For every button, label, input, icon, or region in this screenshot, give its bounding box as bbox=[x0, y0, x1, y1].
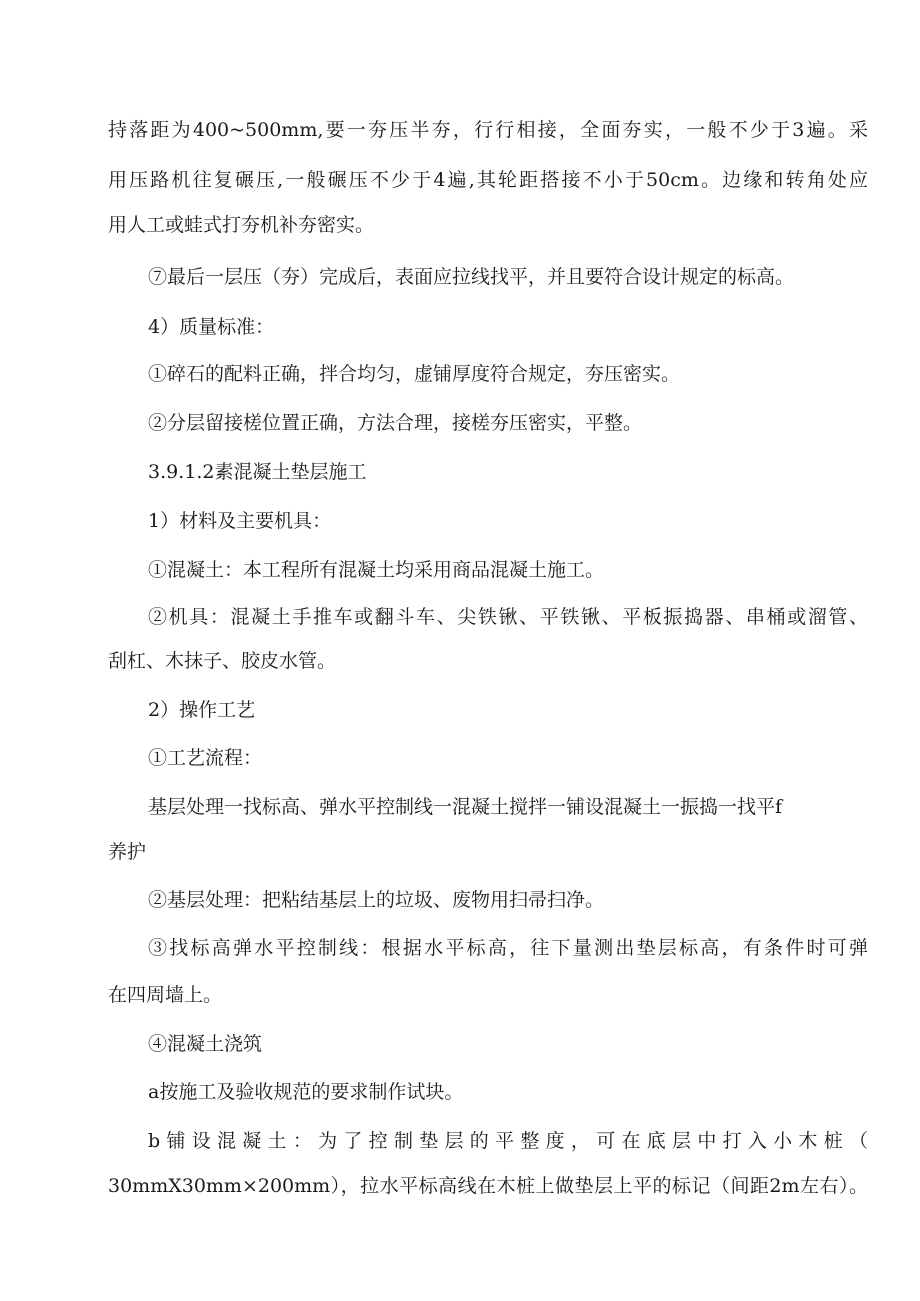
paragraph-line: ①碎石的配料正确，拌合均匀，虚铺厚度符合规定，夯压密实。 bbox=[148, 363, 681, 385]
section-heading: ④混凝土浇筑 bbox=[148, 1033, 263, 1055]
paragraph-line: 基层处理一找标高、弹水平控制线一混凝土搅拌一铺设混凝土一振捣一找平f bbox=[148, 796, 783, 818]
paragraph-line: 刮杠、木抹子、胶皮水管。 bbox=[108, 650, 337, 672]
paragraph-line: ③找标高弹水平控制线：根据水平标高，往下量测出垫层标高，有条件时可弹 bbox=[148, 937, 868, 959]
paragraph-line: ⑦最后一层压（夯）完成后，表面应拉线找平，并且要符合设计规定的标高。 bbox=[148, 266, 795, 288]
paragraph-line: ①工艺流程： bbox=[148, 747, 263, 769]
section-heading: 2）操作工艺 bbox=[148, 699, 256, 721]
paragraph-line: 在四周墙上。 bbox=[108, 984, 223, 1006]
section-heading: 4）质量标准： bbox=[148, 316, 275, 338]
paragraph-line: 用人工或蛙式打夯机补夯密实。 bbox=[108, 214, 375, 236]
section-heading: 1）材料及主要机具： bbox=[148, 510, 332, 532]
paragraph-line: a按施工及验收规范的要求制作试块。 bbox=[148, 1081, 464, 1103]
paragraph-line: b铺设混凝土：为了控制垫层的平整度，可在底层中打入小木桩（ bbox=[148, 1130, 868, 1152]
paragraph-line: 30mmX30mm×200mm），拉水平标高线在木桩上做垫层上平的标记（间距2m左右）。 bbox=[108, 1175, 868, 1197]
paragraph-line: 用压路机往复碾压,一般碾压不少于4遍,其轮距搭接不小于50cm。边缘和转角处应 bbox=[108, 169, 868, 191]
section-heading: 3.9.1.2素混凝土垫层施工 bbox=[148, 461, 367, 483]
paragraph-line: ②分层留接槎位置正确，方法合理，接槎夯压密实，平整。 bbox=[148, 412, 643, 434]
paragraph-line: ①混凝土：本工程所有混凝土均采用商品混凝土施工。 bbox=[148, 559, 605, 581]
paragraph-line: 养护 bbox=[108, 841, 147, 863]
paragraph-line: 持落距为400~500mm,要一夯压半夯，行行相接，全面夯实，一般不少于3遍。采 bbox=[108, 119, 868, 141]
paragraph-line: ②机具：混凝土手推车或翻斗车、尖铁锹、平铁锹、平板振捣器、串桶或溜管、 bbox=[148, 606, 868, 628]
paragraph-line: ②基层处理：把粘结基层上的垃圾、废物用扫帚扫净。 bbox=[148, 889, 605, 911]
